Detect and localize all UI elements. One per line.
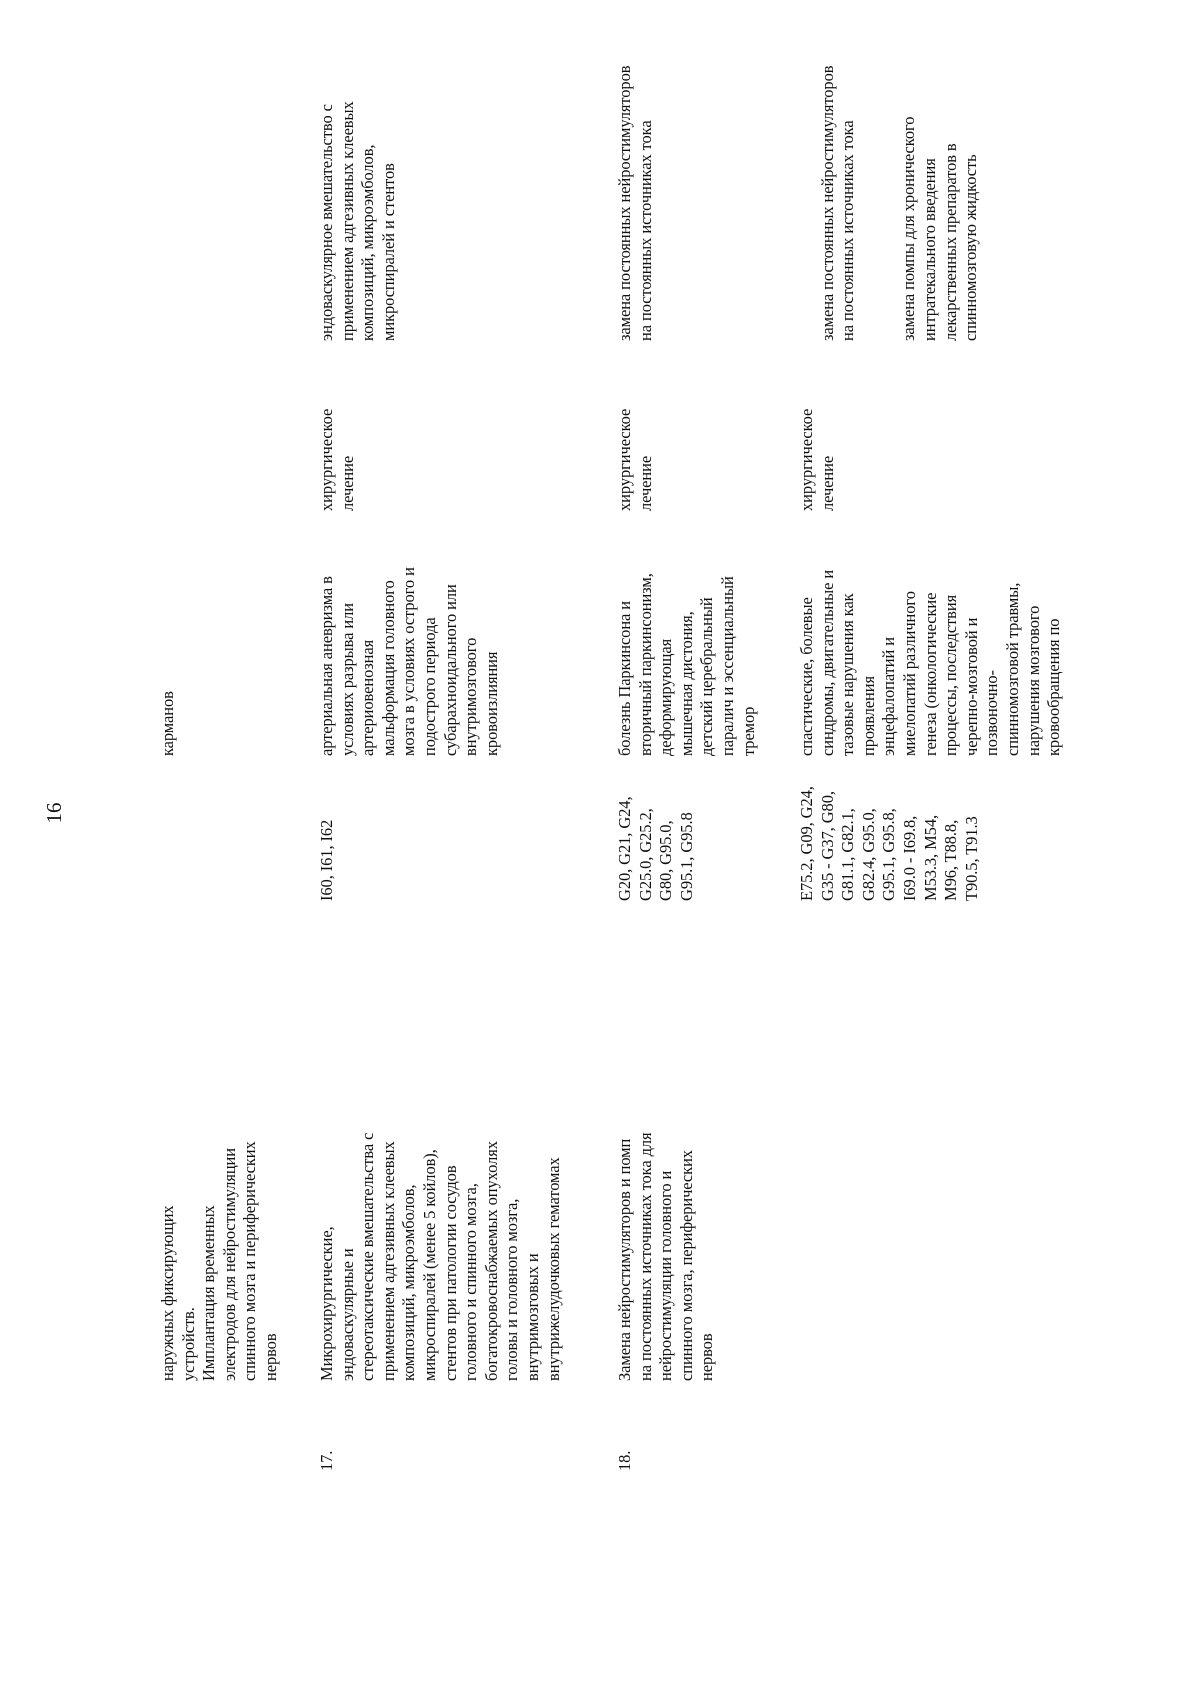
row-17-name: Микрохирургические, эндоваскулярные и стереотаксические вмешательства с применением адгезивных клеевых композиций, микроэмболов, микроспиралей (менее 5 койлов), стентов при патологии сосудов головного и спинного мозга, богатокровоснабжаемых опухолях головы и головного мозга, внутримозговых и внутрижелудочковых гематомах (317, 1132, 563, 1381)
row-17-codes: I60, I61, I62 (317, 819, 336, 901)
continuation-name: наружных фиксирующих устройств. Имплантация временных электродов для нейростимуляции спинного мозга и периферических нервов (158, 1141, 280, 1381)
row-17-number: 17. (317, 1450, 336, 1471)
row-18b-model: спастические, болевые синдромы, двигательные и тазовые нарушения как проявления энцефалопатий и миелопатий различного генеза (онкологические процессы, последствия черепно-мозговой и позвоночно- спинномозговой травмы, нарушения мозгового кровообращения по (797, 569, 1064, 756)
row-18-kind: хирургическое лечение (615, 408, 655, 511)
row-18b-kind: хирургическое лечение (797, 408, 837, 511)
row-17-model: артериальная аневризма в условиях разрыва или артериовенозная мальформация головного мозга в условиях острого и подострого периода субарахноидального или внутримозгового кровоизлияния (317, 567, 501, 756)
row-18b-method (797, 11, 1002, 341)
row-17-kind: хирургическое лечение (317, 408, 357, 511)
continuation-model: карманов (158, 691, 177, 756)
row-18-model: болезнь Паркинсона и вторичный паркинсонизм, деформирующая мышечная дистония, детский церебральный паралич и эссенциальный тремор (615, 573, 758, 756)
row-18-number: 18. (615, 1450, 634, 1471)
row-18b-codes: E75.2, G09, G24, G35 - G37, G80, G81.1, G82.1, G82.4, G95.0, G95.1, G95.8, I69.0 - I69.8, M53.3, M54, M96, T88.8, T90.5, T91.3 (797, 786, 981, 901)
row-18b-method-1: замена постоянных нейростимуляторов на постоянных источниках тока (817, 65, 858, 341)
row-17-method: эндоваскулярное вмешательство с применением адгезивных клеевых композиций, микроэмболов, микроспиралей и стентов (317, 101, 398, 341)
row-18-codes: G20, G21, G24, G25.0, G25.2, G80, G95.0, G95.1, G95.8 (615, 796, 696, 901)
row-18-name: Замена нейростимуляторов и помп на постоянных источниках тока для нейростимуляции головного и спинного мозга, периферических нервов (615, 1132, 717, 1381)
page-number: 16 (42, 802, 66, 824)
row-18-method: замена постоянных нейростимуляторов на постоянных источниках тока (615, 65, 655, 341)
row-18b-method-2: замена помпы для хронического интратекального введения лекарственных препаратов в спинномозговую жидкость (899, 116, 981, 341)
